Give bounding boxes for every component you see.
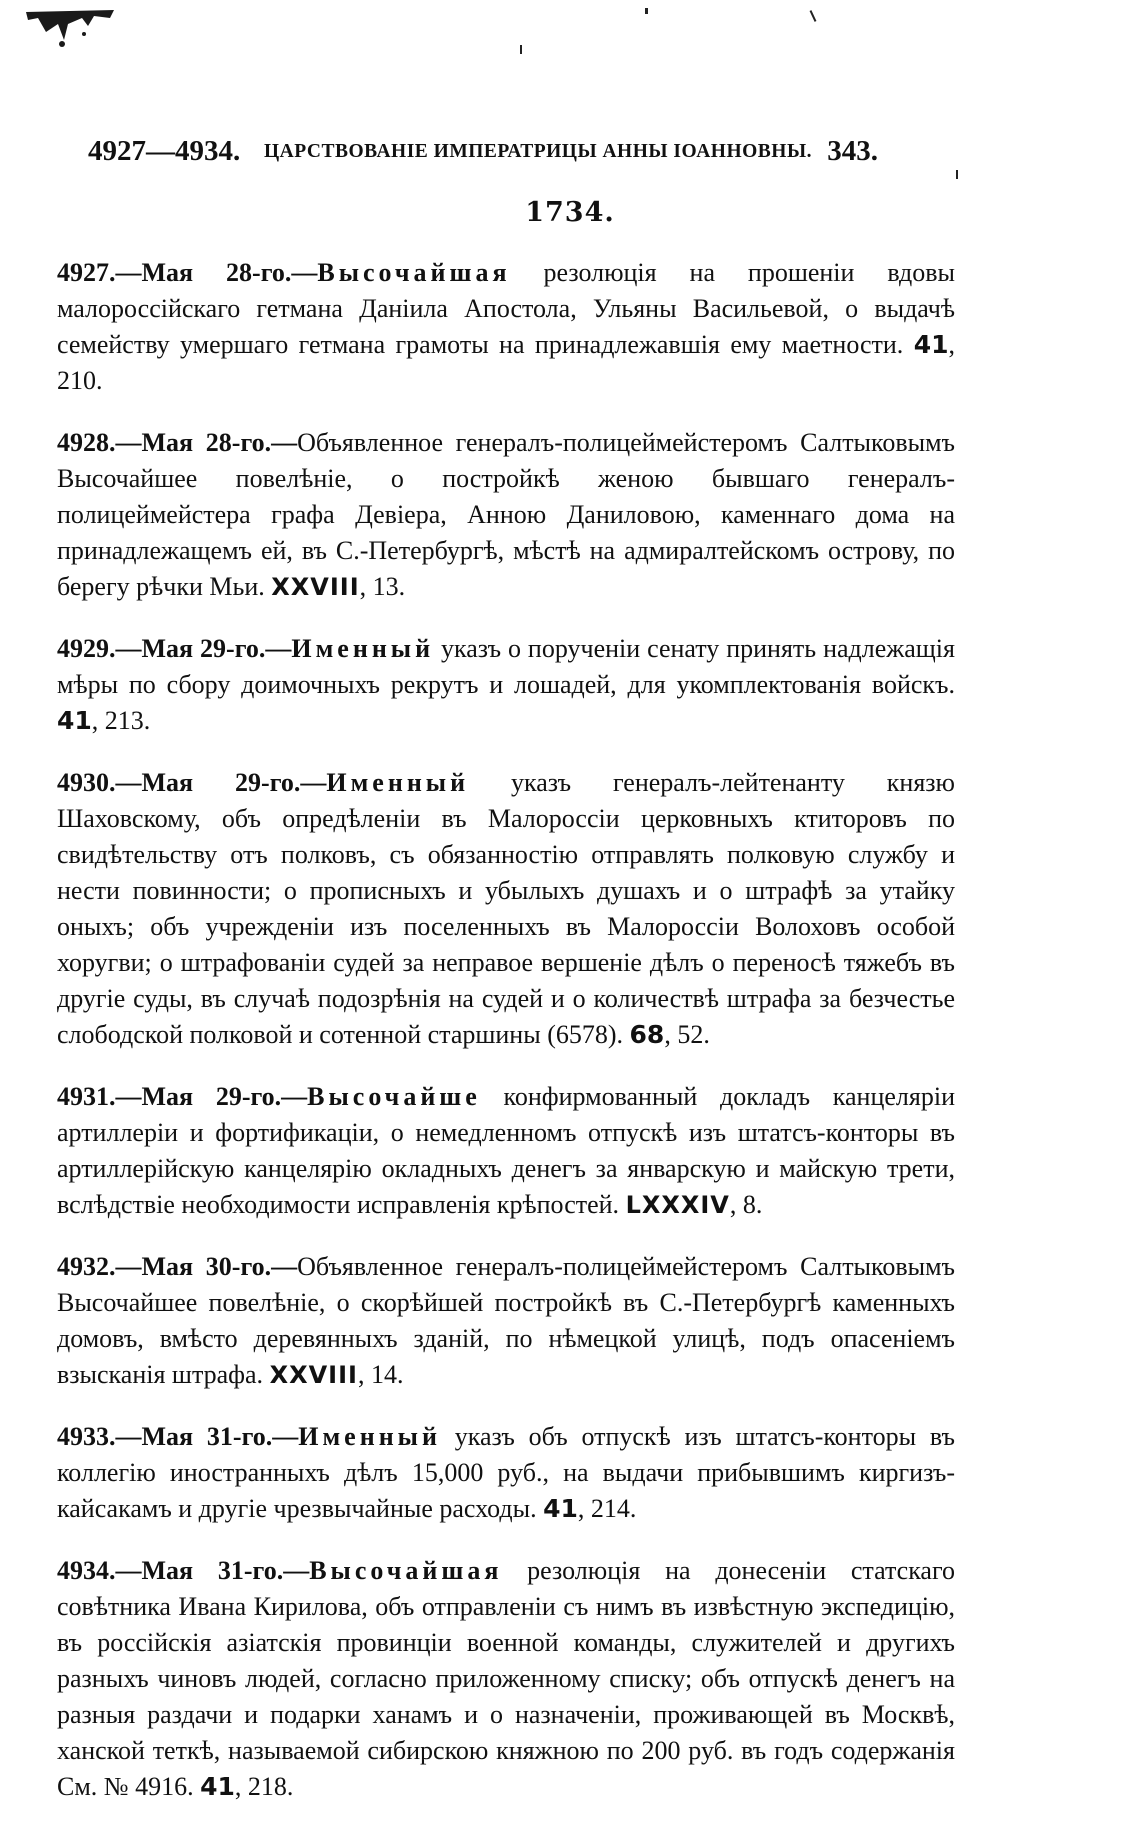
scan-speck xyxy=(645,8,648,14)
entry-4927 xyxy=(47,255,955,399)
entry-4933 xyxy=(47,1419,955,1527)
entry-date: —Мая 29-го.— xyxy=(115,768,327,797)
entry-ref-volume: LXXXIV xyxy=(625,1191,730,1219)
entry-ref-volume: XXVIII xyxy=(269,1361,358,1389)
entry-ref-page: , 8. xyxy=(729,1190,763,1219)
entry-4932 xyxy=(47,1249,955,1393)
entry-number: 4934. xyxy=(57,1556,116,1585)
entry-date: —Мая 30-го.— xyxy=(115,1252,298,1281)
entry-kind: Именный xyxy=(298,1422,441,1451)
entry-4929 xyxy=(47,631,955,739)
entry-ref-volume: 41 xyxy=(200,1772,235,1801)
scan-speck xyxy=(810,10,817,22)
entry-number: 4930. xyxy=(57,768,116,797)
entry-date: —Мая 31-го.— xyxy=(115,1556,310,1585)
reign-title: ЦАРСТВОВАНІЕ ИМПЕРАТРИЦЫ АННЫ ІОАННОВНЫ. xyxy=(264,141,812,162)
entry-range: 4927—4934. xyxy=(88,135,241,167)
entry-4934 xyxy=(47,1553,955,1805)
scan-speck xyxy=(956,170,958,179)
entry-kind: Высочайшая xyxy=(309,1556,503,1585)
entry-number: 4931. xyxy=(57,1082,116,1111)
entry-kind: Именный xyxy=(326,768,470,797)
scan-speck xyxy=(520,45,522,54)
entry-ref-page: , 52. xyxy=(664,1020,710,1049)
entry-ref-volume: 41 xyxy=(57,706,92,735)
entry-text: конфирмованный докладъ канцеляріи артиллеріи и фортификаціи, о немедленномъ отпускѣ изъ штатсъ-конторы въ артиллерійскую канцелярію окладныхъ денегъ за январскую и майскую трети, вслѣдствіе необходимости исправленія крѣпостей. xyxy=(57,1082,955,1219)
entry-text: указъ о порученіи сенату принять надлежащія мѣры по сбору доимочныхъ рекрутъ и лошадей, для укомплектованія войскъ. xyxy=(57,634,955,699)
entry-text: Объявленное генералъ-полицеймейстеромъ Салтыковымъ Высочайшее повелѣніе, о постройкѣ женою бывшаго генералъ-полицеймейстера графа Девіера, Анною Даниловою, каменнаго дома на принадлежащемъ ей, въ С.-Петербургѣ, мѣстѣ на адмиралтейскомъ острову, по берегу рѣчки Мьи. xyxy=(57,428,955,601)
entry-date: —Мая 29-го.— xyxy=(115,634,292,663)
entry-date: —Мая 28-го.— xyxy=(115,428,298,457)
entries-list xyxy=(47,255,955,1831)
entry-ref-volume: 68 xyxy=(629,1020,665,1049)
entry-kind: Высочайше xyxy=(307,1082,481,1111)
entry-number: 4929. xyxy=(57,634,116,663)
entry-number: 4928. xyxy=(57,428,116,457)
entry-ref-page: , 13. xyxy=(359,572,406,601)
entry-text: резолюція на прошеніи вдовы малороссійскаго гетмана Даніила Апостола, Ульяны Васильевой, о выдачѣ семейству умершаго гетмана грамоты на принадлежавшія ему маетности. xyxy=(57,258,955,359)
entry-4928 xyxy=(47,425,955,605)
entry-text: резолюція на донесеніи статскаго совѣтника Ивана Кирилова, объ отправленіи съ нимъ въ извѣстную экспедицію, въ россійскія азіатскія провинціи военной команды, служителей и другихъ разныхъ чиновъ людей, согласно приложенному списку; объ отпускѣ денегъ на разныя раздачи и подарки ханамъ и о назначеніи, проживающей въ Москвѣ, ханской теткѣ, называемой сибирскою княжною по 200 руб. въ годъ содержанія См. № 4916. xyxy=(57,1556,955,1801)
entry-text: указъ генералъ-лейтенанту князю Шаховскому, объ опредѣленіи въ Малороссіи церковныхъ ктиторовъ по свидѣтельству отъ полковъ, съ обязанностію отправлять полковую службу и нести повинности; о прописныхъ и убылыхъ душахъ и о штрафѣ за утайку оныхъ; объ учрежденіи изъ поселенныхъ въ Малороссіи Волоховъ особой хоругви; о штрафованіи судей за неправое вершеніе дѣлъ о переносѣ тяжебъ въ другіе суды, въ случаѣ подозрѣнія на судей и о количествѣ штрафа за безчестье слободской полковой и сотенной старшины (6578). xyxy=(57,768,955,1049)
entry-text: Объявленное генералъ-полицеймейстеромъ Салтыковымъ Высочайшее повелѣніе, о скорѣйшей постройкѣ въ С.-Петербургѣ каменныхъ домовъ, вмѣсто деревянныхъ зданій, по нѣмецкой улицѣ, подъ опасеніемъ взысканія штрафа. xyxy=(57,1252,955,1389)
entry-ref-volume: XXVIII xyxy=(271,573,360,601)
entry-kind: Высочайшая xyxy=(317,258,511,287)
page-number: 343. xyxy=(827,135,878,167)
entry-ref-volume: 41 xyxy=(543,1494,578,1523)
entry-number: 4932. xyxy=(57,1252,116,1281)
entry-ref-page: , 210. xyxy=(57,330,955,395)
entry-ref-page: , 214. xyxy=(577,1494,637,1523)
entry-text: указъ объ отпускѣ изъ штатсъ-конторы въ коллегію иностранныхъ дѣлъ 15,000 руб., на выдачи прибывшимъ киргизъ-кайсакамъ и другіе чрезвычайные расходы. xyxy=(57,1422,955,1523)
entry-4930 xyxy=(47,765,955,1053)
entry-date: —Мая 29-го.— xyxy=(115,1082,308,1111)
entry-date: —Мая 31-го.— xyxy=(115,1422,299,1451)
scan-ink-blot xyxy=(24,4,119,50)
entry-kind: Именный xyxy=(291,634,435,663)
entry-number: 4927. xyxy=(57,258,116,287)
running-head xyxy=(88,135,878,175)
entry-ref-page: , 14. xyxy=(357,1360,404,1389)
entry-number: 4933. xyxy=(57,1422,116,1451)
entry-ref-page: , 218. xyxy=(234,1772,294,1801)
entry-ref-volume: 41 xyxy=(913,330,949,359)
year-heading: 1734. xyxy=(525,197,615,228)
entry-ref-page: , 213. xyxy=(91,706,151,735)
entry-4931 xyxy=(47,1079,955,1223)
entry-date: —Мая 28-го.— xyxy=(115,258,318,287)
